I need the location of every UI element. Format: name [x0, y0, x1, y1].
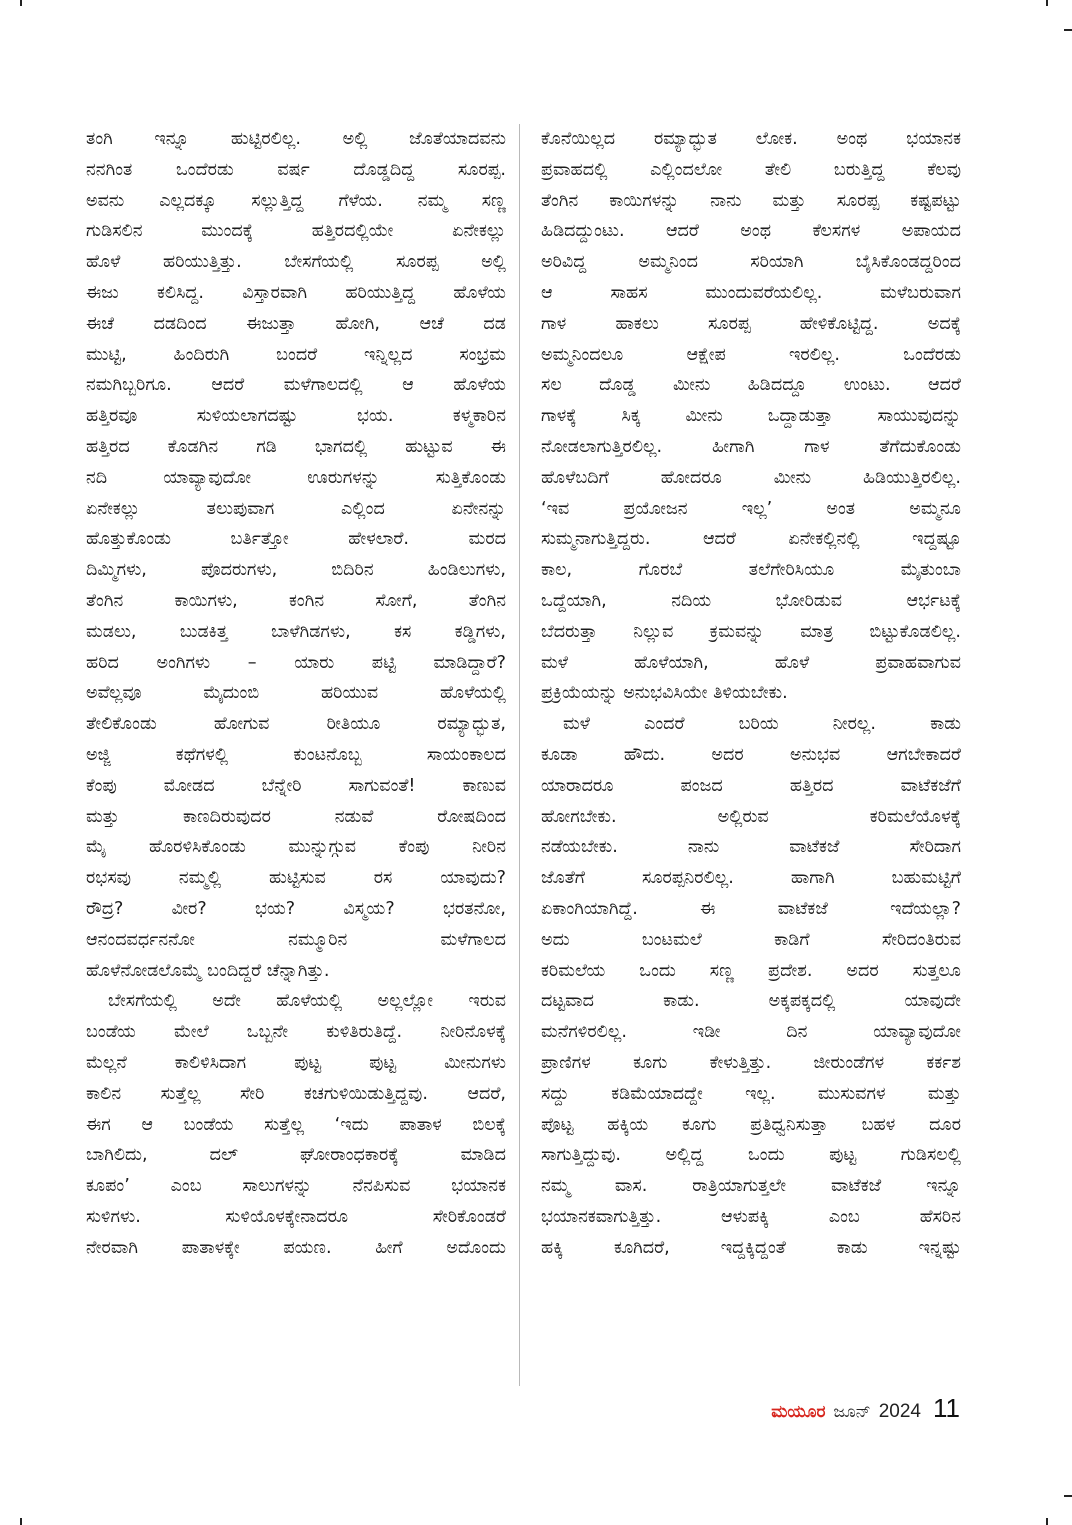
text-line: ಅಮ್ಮನಿಂದಲೂ ಆಕ್ಷೇಪ ಇರಲಿಲ್ಲ. ಒಂದೆರಡು: [541, 344, 961, 365]
text-line: ಈಗ ಆ ಬಂಡೆಯ ಸುತ್ತೆಲ್ಲ ‘ಇದು ಪಾತಾಳ ಬಿಲಕ್ಕೆ: [86, 1114, 506, 1135]
text-line: ಕೂಪಂ’ ಎಂಬ ಸಾಲುಗಳನ್ನು ನೆನಪಿಸುವ ಭಯಾನಕ: [86, 1176, 506, 1197]
text-line: ಅವೆಲ್ಲವೂ ಮೈದುಂಬಿ ಹರಿಯುವ ಹೊಳೆಯಲ್ಲಿ: [86, 683, 506, 704]
text-line: ನನಗಿಂತ ಒಂದೆರಡು ವರ್ಷ ದೊಡ್ಡದಿದ್ದ ಸೂರಪ್ಪ.: [86, 159, 506, 180]
text-line: ದಿಮ್ಮಿಗಳು, ಪೊದರುಗಳು, ಬಿದಿರಿನ ಹಿಂಡಿಲುಗಳು,: [86, 560, 506, 581]
text-line: ಸುಮ್ಮನಾಗುತ್ತಿದ್ದರು. ಆದರೆ ಏನೇಕಲ್ಲಿನಲ್ಲಿ ಇದ್ದಷ್ಟೂ: [541, 529, 961, 550]
text-line: ತಂಗಿ ಇನ್ನೂ ಹುಟ್ಟಿರಲಿಲ್ಲ. ಅಲ್ಲಿ ಜೊತೆಯಾದವನು: [86, 129, 506, 149]
text-line: ಮನೆಗಳಿರಲಿಲ್ಲ. ಇಡೀ ದಿನ ಯಾವ್ಯಾವುದೋ: [541, 1022, 961, 1043]
text-line: ತೇಲಿಕೊಂಡು ಹೋಗುವ ರೀತಿಯೂ ರಮ್ಯಾದ್ಭುತ,: [86, 714, 506, 735]
text-line: ಮುಟ್ಟಿ, ಹಿಂದಿರುಗಿ ಬಂದರೆ ಇನ್ನಿಲ್ಲದ ಸಂಭ್ರಮ: [86, 344, 506, 365]
text-line: ದಟ್ಟವಾದ ಕಾಡು. ಅಕ್ಕಪಕ್ಕದಲ್ಲಿ ಯಾವುದೇ: [541, 991, 961, 1012]
text-line: ನಮಗಿಬ್ಬರಿಗೂ. ಆದರೆ ಮಳೆಗಾಲದಲ್ಲಿ ಆ ಹೊಳೆಯ: [86, 375, 506, 396]
text-line: ಕರಿಮಲೆಯ ಒಂದು ಸಣ್ಣ ಪ್ರದೇಶ. ಅದರ ಸುತ್ತಲೂ: [541, 960, 961, 981]
text-line: ಹಕ್ಕಿ ಕೂಗಿದರೆ, ಇದ್ದಕ್ಕಿದ್ದಂತೆ ಕಾಡು ಇನ್ನಷ್ಟು: [541, 1237, 961, 1258]
text-line: ಹಿಡಿದದ್ದುಂಟು. ಆದರೆ ಅಂಥ ಕೆಲಸಗಳ ಅಪಾಯದ: [541, 221, 961, 242]
issue-year: 2024: [878, 1401, 921, 1422]
text-line: ಕಾಲಿನ ಸುತ್ತೆಲ್ಲ ಸೇರಿ ಕಚಗುಳಿಯಿಡುತ್ತಿದ್ದವು. ಆದರೆ,: [86, 1083, 506, 1104]
crop-mark-top-right: [1046, 0, 1048, 6]
text-line: ನೇರವಾಗಿ ಪಾತಾಳಕ್ಕೇ ಪಯಣ. ಹೀಗೆ ಅದೊಂದು: [86, 1237, 506, 1258]
text-line: ಮತ್ತು ಕಾಣದಿರುವುದರ ನಡುವೆ ರೋಷದಿಂದ: [86, 806, 506, 827]
article-column-right: [541, 124, 961, 1263]
text-line: ಬೆದರುತ್ತಾ ನಿಲ್ಲುವ ಕ್ರಮವನ್ನು ಮಾತ್ರ ಬಿಟ್ಟುಕೊಡಲಿಲ್ಲ.: [541, 621, 961, 642]
text-line: ಕೂಡಾ ಹೌದು. ಅದರ ಅನುಭವ ಆಗಬೇಕಾದರೆ: [541, 744, 961, 765]
text-line: ಸಲ ದೊಡ್ಡ ಮೀನು ಹಿಡಿದದ್ದೂ ಉಂಟು. ಆದರೆ: [541, 375, 961, 396]
text-line: ಪ್ರವಾಹದಲ್ಲಿ ಎಲ್ಲಿಂದಲೋ ತೇಲಿ ಬರುತ್ತಿದ್ದ ಕೆಲವು: [541, 159, 961, 180]
text-line: ಮಡಲು, ಬುಡಕಿತ್ತ ಬಾಳೆಗಿಡಗಳು, ಕಸ ಕಡ್ಡಿಗಳು,: [86, 621, 506, 642]
article-column-left: [86, 124, 506, 1263]
text-line: ಮೈ ಹೊರಳಿಸಿಕೊಂಡು ಮುನ್ನುಗ್ಗುವ ಕೆಂಪು ನೀರಿನ: [86, 837, 506, 858]
text-line: ಏಕಾಂಗಿಯಾಗಿದ್ದೆ. ಈ ವಾಟೆಕಜೆ ಇದೆಯಲ್ಲಾ?: [541, 898, 961, 919]
text-line: ಕೆಂಪು ಮೋಡದ ಬೆನ್ನೇರಿ ಸಾಗುವಂತೆ! ಕಾಣುವ: [86, 775, 506, 796]
crop-mark-bottom-right: [1046, 1518, 1048, 1525]
text-line: ಹೋಗಬೇಕು. ಅಲ್ಲಿರುವ ಕರಿಮಲೆಯೊಳಕ್ಕೆ: [541, 806, 961, 827]
text-line: ಪೊಟ್ಟ ಹಕ್ಕಿಯ ಕೂಗು ಪ್ರತಿಧ್ವನಿಸುತ್ತಾ ಬಹಳ ದೂರ: [541, 1114, 961, 1135]
text-line: ಹೊತ್ತುಕೊಂಡು ಬರ್ತಿತ್ತೋ ಹೇಳಲಾರೆ. ಮರದ: [86, 529, 506, 550]
text-line: ಹೊಳೆ ಹರಿಯುತ್ತಿತ್ತು. ಬೇಸಗೆಯಲ್ಲಿ ಸೂರಪ್ಪ ಅಲ್ಲಿ: [86, 252, 506, 273]
text-line: ನದಿ ಯಾವ್ಯಾವುದೋ ಊರುಗಳನ್ನು ಸುತ್ತಿಕೊಂಡು: [86, 467, 506, 488]
text-line: ಸದ್ದು ಕಡಿಮೆಯಾದದ್ದೇ ಇಲ್ಲ. ಮುಸುವಗಳ ಮತ್ತು: [541, 1083, 961, 1104]
text-line: ‘ಇವ ಪ್ರಯೋಜನ ಇಲ್ಲ’ ಅಂತ ಅಮ್ಮನೂ: [541, 498, 961, 519]
text-line: ಕಾಲ, ಗೊರಬೆ ತಲೆಗೇರಿಸಿಯೂ ಮೈತುಂಬಾ: [541, 560, 961, 581]
text-line: ಮಳೆ ಎಂದರೆ ಬರಿಯ ನೀರಲ್ಲ. ಕಾಡು: [563, 714, 961, 735]
text-line: ಅವನು ಎಲ್ಲದಕ್ಕೂ ಸಲ್ಲುತ್ತಿದ್ದ ಗೆಳೆಯ. ನಮ್ಮ ಸಣ್ಣ: [86, 190, 506, 211]
text-line: ಹತ್ತಿರವೂ ಸುಳಿಯಲಾಗದಷ್ಟು ಭಯ. ಕಳ್ಮಕಾರಿನ: [86, 406, 506, 427]
text-line: ಮಳೆ ಹೊಳೆಯಾಗಿ, ಹೊಳೆ ಪ್ರವಾಹವಾಗುವ: [541, 652, 961, 673]
page-number: 11: [933, 1393, 960, 1423]
text-line: ರೌದ್ರ? ವೀರ? ಭಯ? ವಿಸ್ಮಯ? ಭರತನೋ,: [86, 898, 506, 919]
crop-mark-bottom-left: [20, 1518, 22, 1525]
text-line: ಸುಳಿಗಳು. ಸುಳಿಯೊಳಕ್ಕೇನಾದರೂ ಸೇರಿಕೊಂಡರೆ: [86, 1206, 506, 1227]
text-line: ಬಂಡೆಯ ಮೇಲೆ ಒಬ್ಬನೇ ಕುಳಿತಿರುತಿದ್ದೆ. ನೀರಿನೊಳಕ್ಕೆ: [86, 1022, 506, 1043]
text-line: ಅಜ್ಜಿ ಕಥೆಗಳಲ್ಲಿ ಕುಂಟನೊಬ್ಬ ಸಾಯಂಕಾಲದ: [86, 744, 506, 765]
text-line: ಅರಿವಿದ್ದ ಅಮ್ಮನಿಂದ ಸರಿಯಾಗಿ ಬೈಸಿಕೊಂಡದ್ದರಿಂದ: [541, 252, 961, 273]
text-line: ಆನಂದವರ್ಧನನೋ ನಮ್ಮೂರಿನ ಮಳೆಗಾಲದ: [86, 929, 506, 950]
text-line: ಭಯಾನಕವಾಗುತ್ತಿತ್ತು. ಆಳುಪಕ್ಕಿ ಎಂಬ ಹೆಸರಿನ: [541, 1206, 961, 1227]
text-line: ಹರಿದ ಅಂಗಿಗಳು – ಯಾರು ಪಟ್ಟಿ ಮಾಡಿದ್ದಾರೆ?: [86, 652, 506, 673]
text-line: ಒದ್ದೆಯಾಗಿ, ನದಿಯ ಭೋರಿಡುವ ಆರ್ಭಟಕ್ಕೆ: [541, 590, 961, 611]
text-line: ನಡೆಯಬೇಕು. ನಾನು ವಾಟೆಕಜೆ ಸೇರಿದಾಗ: [541, 837, 961, 858]
text-line: ಆ ಸಾಹಸ ಮುಂದುವರೆಯಲಿಲ್ಲ. ಮಳೆಬರುವಾಗ: [541, 282, 961, 303]
text-line: ಏನೇಕಲ್ಲು ತಲುಪುವಾಗ ಎಲ್ಲಿಂದ ಏನೇನನ್ನು: [86, 498, 506, 519]
text-line: ಈಜು ಕಲಿಸಿದ್ದ. ವಿಸ್ತಾರವಾಗಿ ಹರಿಯುತ್ತಿದ್ದ ಹೊಳೆಯ: [86, 282, 506, 303]
crop-mark-right-upper: [1064, 29, 1072, 31]
text-line: ಗುಡಿಸಲಿನ ಮುಂದಕ್ಕೆ ಹತ್ತಿರದಲ್ಲಿಯೇ ಏನೇಕಲ್ಲು: [86, 221, 506, 242]
text-line: ನೋಡಲಾಗುತ್ತಿರಲಿಲ್ಲ. ಹೀಗಾಗಿ ಗಾಳ ತೆಗೆದುಕೊಂಡು: [541, 436, 961, 457]
text-line: ಮೆಲ್ಲನೆ ಕಾಲಿಳಿಸಿದಾಗ ಪುಟ್ಟ ಪುಟ್ಟ ಮೀನುಗಳು: [86, 1052, 506, 1073]
text-line: ಪ್ರಕ್ರಿಯೆಯನ್ನು ಅನುಭವಿಸಿಯೇ ತಿಳಿಯಬೇಕು.: [541, 683, 788, 704]
text-line: ಕೊನೆಯಿಲ್ಲದ ರಮ್ಯಾದ್ಭುತ ಲೋಕ. ಅಂಥ ಭಯಾನಕ: [541, 129, 961, 149]
text-line: ಜೊತೆಗೆ ಸೂರಪ್ಪನಿರಲಿಲ್ಲ. ಹಾಗಾಗಿ ಬಹುಮಟ್ಟಿಗೆ: [541, 868, 961, 889]
text-line: ಅದು ಬಂಟಮಲೆ ಕಾಡಿಗೆ ಸೇರಿದಂತಿರುವ: [541, 929, 961, 950]
text-line: ತೆಂಗಿನ ಕಾಯಿಗಳನ್ನು ನಾನು ಮತ್ತು ಸೂರಪ್ಪ ಕಷ್ಟಪಟ್ಟು: [541, 190, 961, 211]
text-line: ತೆಂಗಿನ ಕಾಯಿಗಳು, ಕಂಗಿನ ಸೋಗೆ, ತೆಂಗಿನ: [86, 590, 506, 611]
page-footer: [771, 1393, 960, 1427]
text-line: ಹೊಳೆನೋಡಲೊಮ್ಮೆ ಬಂದಿದ್ದರೆ ಚೆನ್ನಾಗಿತ್ತು.: [86, 960, 330, 981]
text-line: ಹತ್ತಿರದ ಕೊಡಗಿನ ಗಡಿ ಭಾಗದಲ್ಲಿ ಹುಟ್ಟುವ ಈ: [86, 436, 506, 457]
text-line: ಗಾಳ ಹಾಕಲು ಸೂರಪ್ಪ ಹೇಳಿಕೊಟ್ಟಿದ್ದ. ಅದಕ್ಕೆ: [541, 313, 961, 334]
text-line: ನಮ್ಮ ವಾಸ. ರಾತ್ರಿಯಾಗುತ್ತಲೇ ವಾಟೆಕಜೆ ಇನ್ನೂ: [541, 1176, 961, 1197]
magazine-logo: ಮಯೂರ: [771, 1402, 826, 1422]
crop-mark-right-lower: [1064, 1495, 1072, 1497]
text-line: ಬಾಗಿಲಿದು, ದಲ್ ಘೋರಾಂಧಕಾರಕ್ಕೆ ಮಾಡಿದ: [86, 1145, 506, 1166]
text-line: ರಭಸವು ನಮ್ಮಲ್ಲಿ ಹುಟ್ಟಿಸುವ ರಸ ಯಾವುದು?: [86, 868, 506, 889]
text-line: ಈಚೆ ದಡದಿಂದ ಈಜುತ್ತಾ ಹೋಗಿ, ಆಚೆ ದಡ: [86, 313, 506, 334]
text-line: ಯಾರಾದರೂ ಪಂಜದ ಹತ್ತಿರದ ವಾಟೆಕಜೆಗೆ: [541, 775, 961, 796]
text-line: ಸಾಗುತ್ತಿದ್ದುವು. ಅಲ್ಲಿದ್ದ ಒಂದು ಪುಟ್ಟ ಗುಡಿಸಲಲ್ಲಿ: [541, 1145, 961, 1166]
column-divider: [519, 124, 520, 1386]
crop-mark-top-left: [20, 0, 22, 6]
text-line: ಪ್ರಾಣಿಗಳ ಕೂಗು ಕೇಳುತ್ತಿತ್ತು. ಜೀರುಂಡೆಗಳ ಕರ್ಕಶ: [541, 1052, 961, 1073]
text-line: ಬೇಸಗೆಯಲ್ಲಿ ಅದೇ ಹೊಳೆಯಲ್ಲಿ ಅಲ್ಲಲ್ಲೋ ಇರುವ: [108, 991, 506, 1012]
text-line: ಗಾಳಕ್ಕೆ ಸಿಕ್ಕ ಮೀನು ಒದ್ದಾಡುತ್ತಾ ಸಾಯುವುದನ್ನು: [541, 406, 961, 427]
text-line: ಹೊಳೆಬದಿಗೆ ಹೋದರೂ ಮೀನು ಹಿಡಿಯುತ್ತಿರಲಿಲ್ಲ.: [541, 467, 961, 488]
issue-month: ಜೂನ್: [833, 1402, 871, 1422]
